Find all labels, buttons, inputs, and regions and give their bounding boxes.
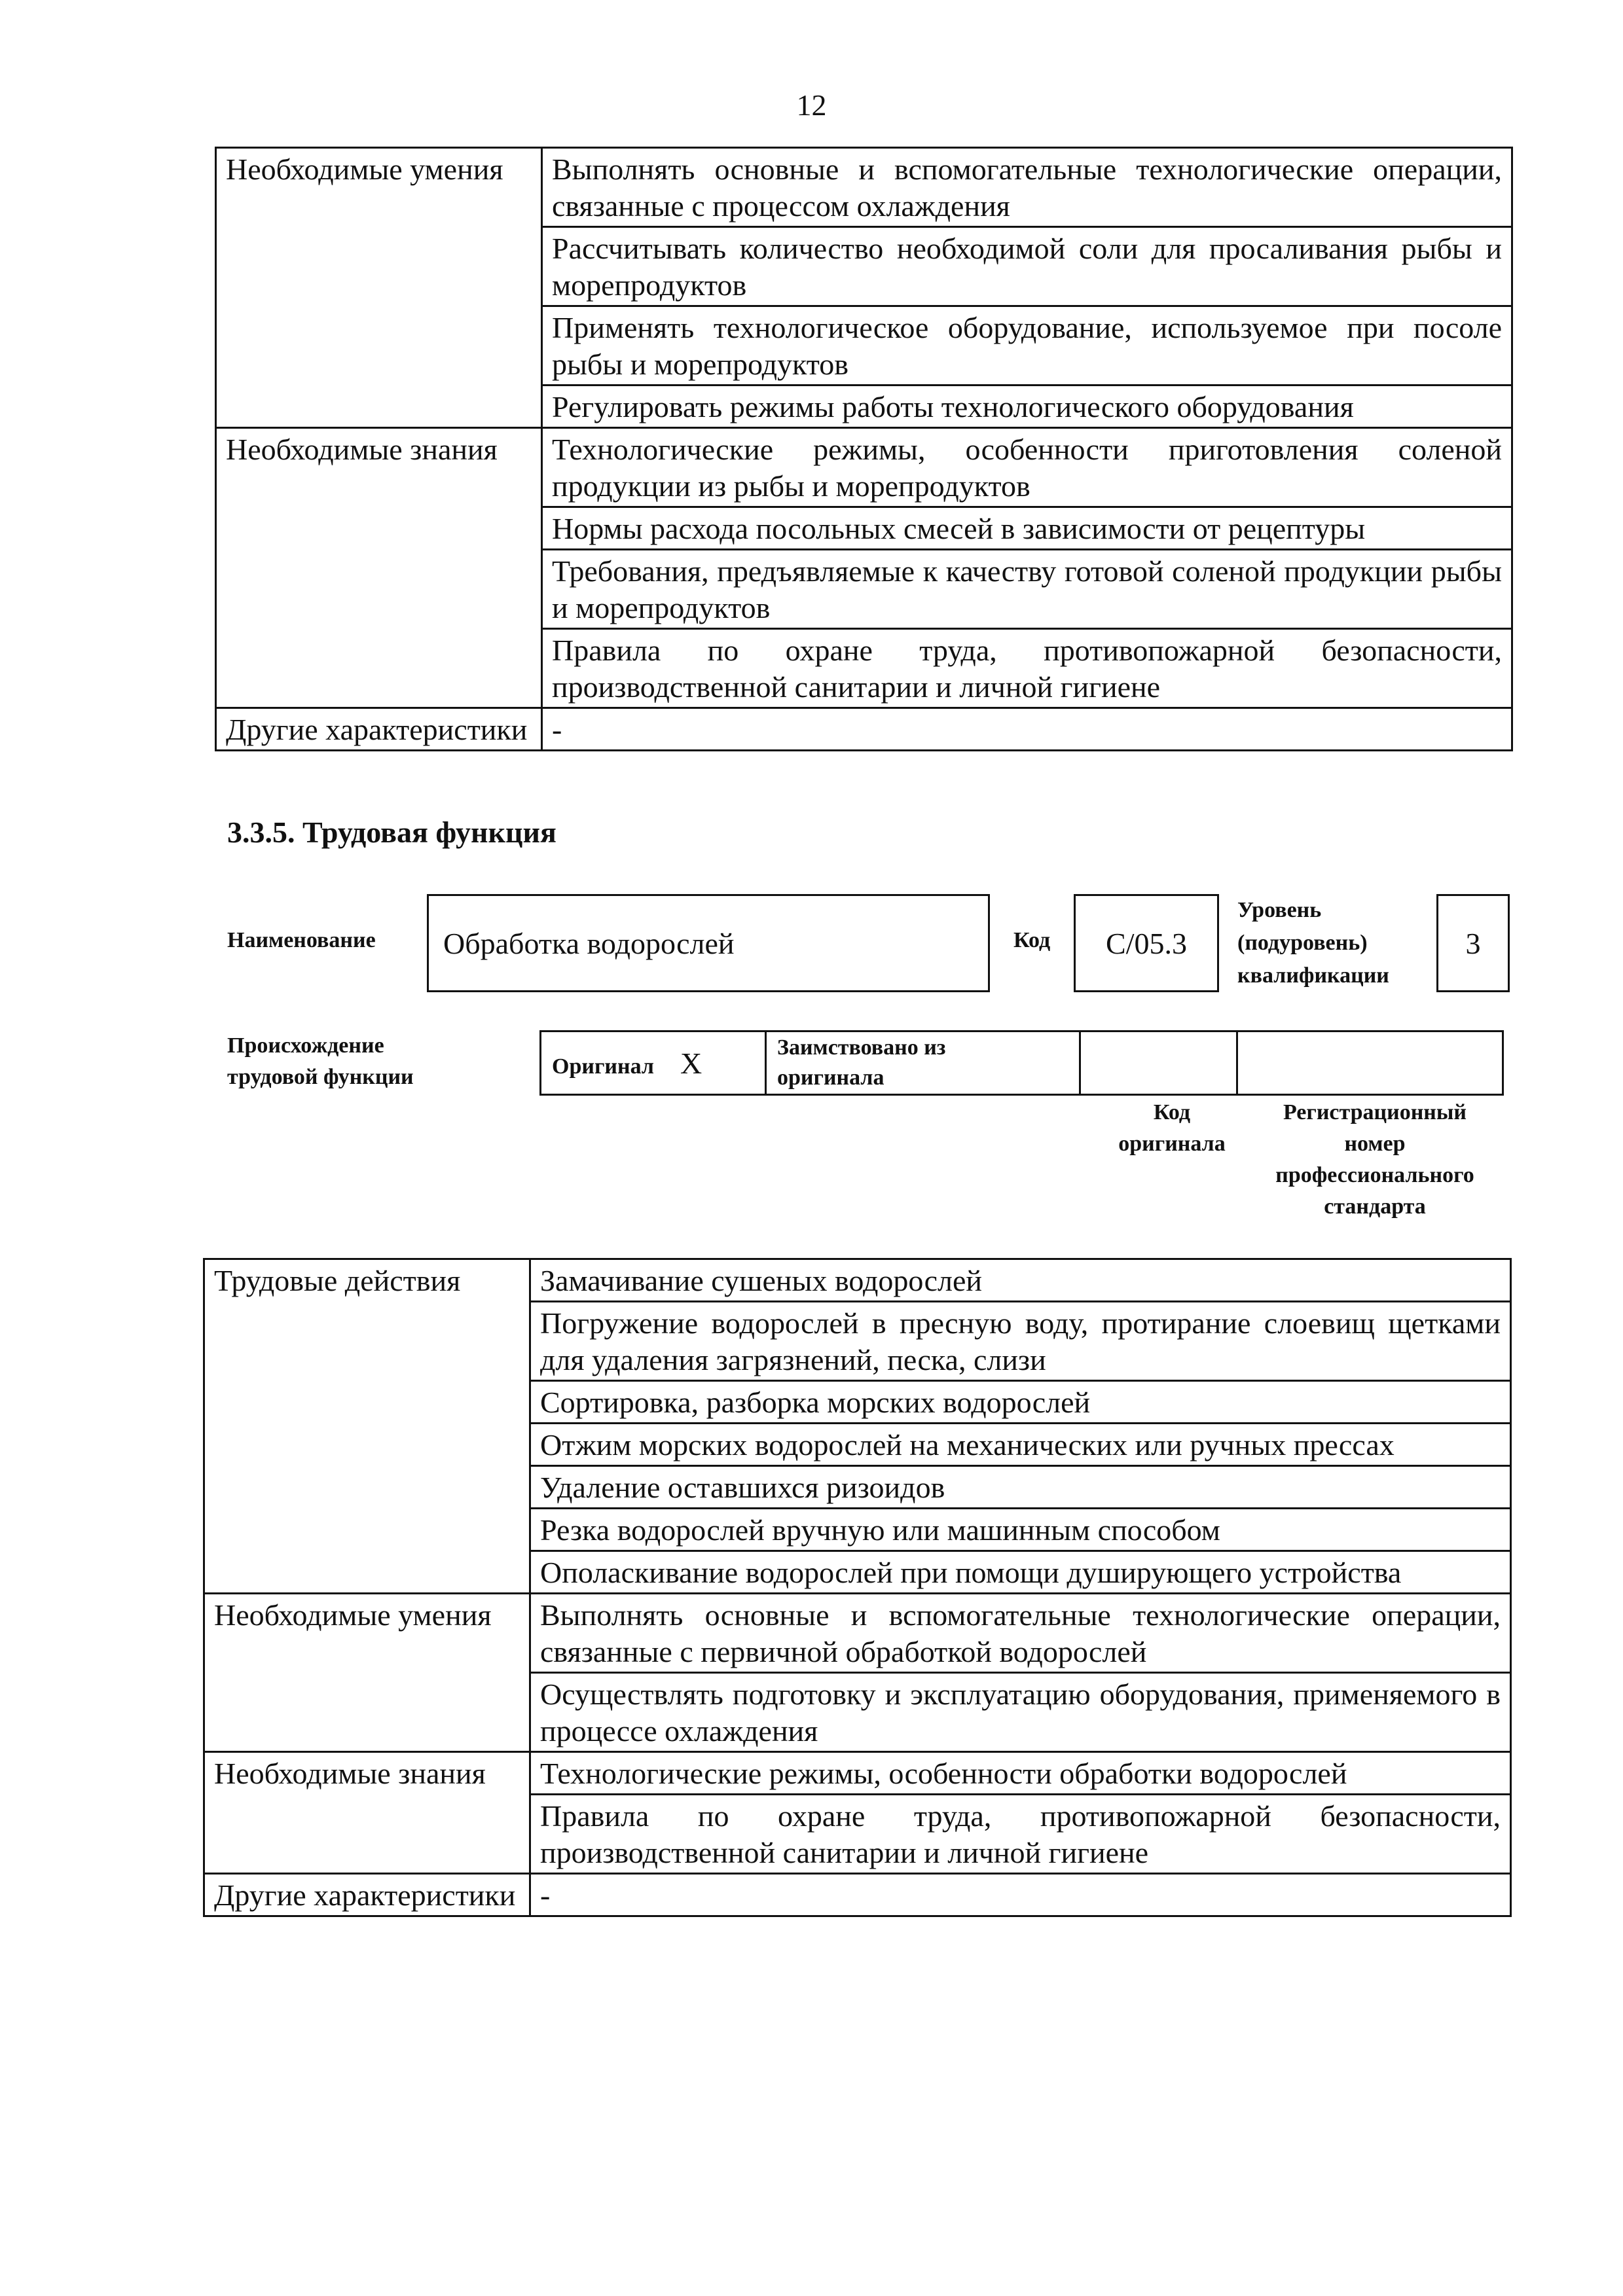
name-field [427,894,990,992]
top-requirements-table [215,147,1513,751]
table-cell: Правила по охране труда, противопожарной безопасности, производственной санитарии и личной гигиене [530,1795,1511,1874]
origin-label [227,1030,414,1093]
bottom-requirements-table [203,1258,1512,1917]
table-cell: Выполнять основные и вспомогательные технологические операции, связанные с процессом охлаждения [542,148,1512,227]
category-label: Необходимые умения [216,148,542,428]
name-label: Наименование [227,928,376,952]
caption-registration-number [1244,1097,1506,1223]
caption-line: профессионального [1275,1163,1474,1187]
original-code-cell [1080,1031,1237,1095]
table-cell: Технологические режимы, особенности приготовления соленой продукции из рыбы и морепродуктов [542,428,1512,507]
level-field [1436,894,1510,992]
table-row [204,1259,1511,1302]
caption-line: Код [1153,1100,1191,1124]
level-label-line: квалификации [1237,963,1389,988]
category-label: Другие характеристики [216,708,542,751]
table-cell: - [542,708,1512,751]
level-value: 3 [1465,926,1481,960]
level-label [1237,894,1389,992]
table-cell: Замачивание сушеных водорослей [530,1259,1511,1302]
table-row [204,1752,1511,1795]
table-cell: Осуществлять подготовку и эксплуатацию оборудования, применяемого в процессе охлаждения [530,1673,1511,1752]
table-row [204,1594,1511,1673]
table-row [216,148,1512,227]
table-cell: Правила по охране труда, противопожарной безопасности, производственной санитарии и личной гигиене [542,629,1512,708]
page-number: 12 [796,88,827,122]
category-label: Необходимые знания [216,428,542,708]
table-cell: Применять технологическое оборудование, используемое при посоле рыбы и морепродуктов [542,306,1512,386]
borrowed-label-line: Заимствовано из [777,1035,946,1060]
category-label: Необходимые умения [204,1594,530,1752]
name-value: Обработка водорослей [443,926,735,960]
registration-number-cell [1237,1031,1503,1095]
borrowed-label-line: оригинала [777,1066,884,1090]
origin-table [539,1030,1504,1096]
level-label-line: Уровень [1237,898,1322,922]
table-cell: - [530,1874,1511,1916]
original-cell [541,1031,766,1095]
table-cell: Требования, предъявляемые к качеству готовой соленой продукции рыбы и морепродуктов [542,550,1512,629]
original-mark: X [680,1046,702,1080]
caption-line: номер [1344,1132,1406,1156]
original-label: Оригинал [552,1054,654,1079]
table-cell: Отжим морских водорослей на механических или ручных прессах [530,1424,1511,1466]
category-label: Другие характеристики [204,1874,530,1916]
code-field [1074,894,1219,992]
table-cell: Удаление оставшихся ризоидов [530,1466,1511,1509]
section-heading: 3.3.5. Трудовая функция [227,816,556,849]
table-cell: Регулировать режимы работы технологического оборудования [542,386,1512,428]
code-value: C/05.3 [1106,926,1187,960]
table-cell: Сортировка, разборка морских водорослей [530,1381,1511,1424]
table-cell: Ополаскивание водорослей при помощи душирующего устройства [530,1551,1511,1594]
caption-line: Регистрационный [1283,1100,1467,1124]
code-label: Код [1013,928,1051,952]
table-row [204,1874,1511,1916]
origin-label-line: Происхождение [227,1033,384,1058]
origin-label-line: трудовой функции [227,1065,414,1089]
table-row [541,1031,1503,1095]
table-row [216,428,1512,507]
category-label: Необходимые знания [204,1752,530,1874]
borrowed-cell [766,1031,1080,1095]
table-cell: Нормы расхода посольных смесей в зависимости от рецептуры [542,507,1512,550]
table-cell: Резка водорослей вручную или машинным способом [530,1509,1511,1551]
table-cell: Технологические режимы, особенности обработки водорослей [530,1752,1511,1795]
level-label-line: (подуровень) [1237,931,1368,955]
caption-line: оригинала [1118,1132,1226,1156]
table-cell: Рассчитывать количество необходимой соли для просаливания рыбы и морепродуктов [542,227,1512,306]
table-cell: Погружение водорослей в пресную воду, протирание слоевищ щетками для удаления загрязнений, песка, слизи [530,1302,1511,1381]
table-cell: Выполнять основные и вспомогательные технологические операции, связанные с первичной обработкой водорослей [530,1594,1511,1673]
caption-line: стандарта [1324,1194,1426,1219]
table-row [216,708,1512,751]
caption-original-code [1074,1097,1270,1160]
category-label: Трудовые действия [204,1259,530,1594]
